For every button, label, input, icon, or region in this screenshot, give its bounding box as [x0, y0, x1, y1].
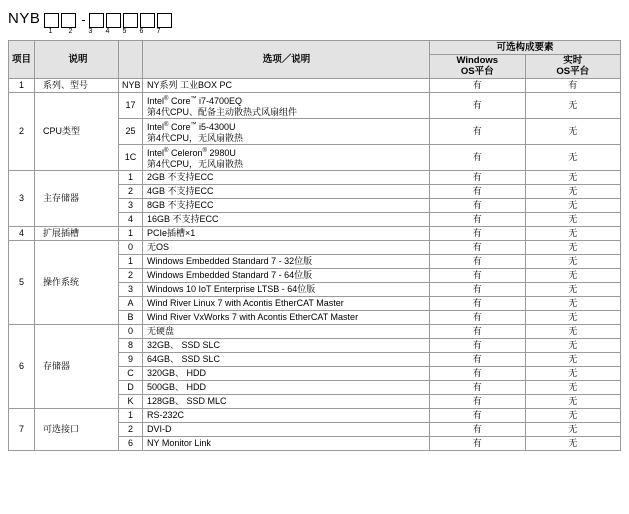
- code-box-6: [140, 13, 155, 28]
- row-number: 3: [9, 171, 35, 227]
- windows-platform-availability: 有: [430, 423, 526, 437]
- table-body: [9, 79, 621, 451]
- windows-platform-availability: 有: [430, 437, 526, 451]
- realtime-platform-availability: 无: [525, 227, 621, 241]
- row-item-label: CPU类型: [35, 93, 119, 171]
- row-number: 5: [9, 241, 35, 325]
- code-box-2: [61, 13, 76, 28]
- option-code: NYB: [119, 79, 143, 93]
- table-row: [9, 227, 621, 241]
- option-description: 32GB、 SSD SLC: [143, 339, 430, 353]
- model-code-numbers: [8, 28, 629, 40]
- option-description: 320GB、 HDD: [143, 367, 430, 381]
- header-option-desc: 选项／说明: [143, 41, 430, 79]
- option-description: 8GB 不支持ECC: [143, 199, 430, 213]
- option-code: K: [119, 395, 143, 409]
- realtime-platform-availability: 无: [525, 297, 621, 311]
- realtime-platform-availability: 无: [525, 145, 621, 171]
- code-box-7: [157, 13, 172, 28]
- option-description-line2: 第4代CPU，无风扇散热: [147, 158, 244, 169]
- code-dash: -: [81, 12, 86, 27]
- realtime-platform-availability: 无: [525, 381, 621, 395]
- realtime-platform-availability: 无: [525, 171, 621, 185]
- option-code: 4: [119, 213, 143, 227]
- realtime-platform-availability: 无: [525, 437, 621, 451]
- windows-platform-availability: 有: [430, 311, 526, 325]
- windows-platform-availability: 有: [430, 381, 526, 395]
- row-number: 7: [9, 409, 35, 451]
- model-code-diagram: [0, 0, 629, 40]
- option-description: PCIe插槽×1: [143, 227, 430, 241]
- code-box-5: [123, 13, 138, 28]
- code-box-4: [106, 13, 121, 28]
- option-description: DVI-D: [143, 423, 430, 437]
- code-box-1: [44, 13, 59, 28]
- header-windows-line1: Windows: [456, 55, 499, 66]
- header-no: 项目: [9, 41, 35, 79]
- realtime-platform-availability: 无: [525, 423, 621, 437]
- header-realtime-platform: [525, 55, 621, 79]
- option-description-line1: Intel® Core™ i5-4300U: [147, 122, 236, 132]
- windows-platform-availability: 有: [430, 241, 526, 255]
- option-description: [143, 145, 430, 171]
- windows-platform-availability: 有: [430, 93, 526, 119]
- option-code: 1: [119, 409, 143, 423]
- option-code: 2: [119, 185, 143, 199]
- option-code: 0: [119, 241, 143, 255]
- windows-platform-availability: 有: [430, 79, 526, 93]
- table-row: [9, 93, 621, 119]
- row-number: 6: [9, 325, 35, 409]
- row-item-label: 扩展插槽: [35, 227, 119, 241]
- realtime-platform-availability: 无: [525, 395, 621, 409]
- realtime-platform-availability: 无: [525, 353, 621, 367]
- table-row: [9, 241, 621, 255]
- option-code: 17: [119, 93, 143, 119]
- option-description: Windows Embedded Standard 7 - 64位版: [143, 269, 430, 283]
- realtime-platform-availability: 无: [525, 199, 621, 213]
- option-description: [143, 119, 430, 145]
- code-box-3: [89, 13, 104, 28]
- option-description-line1: Intel® Core™ i7-4700EQ: [147, 96, 242, 106]
- option-description: 无OS: [143, 241, 430, 255]
- row-number: 4: [9, 227, 35, 241]
- row-item-label: 主存储器: [35, 171, 119, 227]
- model-code-prefix: NYB: [8, 10, 41, 27]
- option-description: Wind River Linux 7 with Acontis EtherCAT Master: [143, 297, 430, 311]
- row-item-label: 可选接口: [35, 409, 119, 451]
- windows-platform-availability: 有: [430, 367, 526, 381]
- option-description: 16GB 不支持ECC: [143, 213, 430, 227]
- header-option-code: [119, 41, 143, 79]
- row-item-label: 系列、型号: [35, 79, 119, 93]
- code-number-3: 3: [88, 28, 93, 35]
- header-realtime-line2: OS平台: [556, 65, 590, 77]
- option-description: Windows Embedded Standard 7 - 32位版: [143, 255, 430, 269]
- realtime-platform-availability: 无: [525, 185, 621, 199]
- realtime-platform-availability: 无: [525, 269, 621, 283]
- header-windows-line2: OS平台: [460, 65, 494, 77]
- option-description: NY Monitor Link: [143, 437, 430, 451]
- code-number-5: 5: [122, 28, 127, 35]
- option-code: 6: [119, 437, 143, 451]
- realtime-platform-availability: 无: [525, 325, 621, 339]
- header-config-group: 可选构成要素: [430, 41, 621, 55]
- option-description: Wind River VxWorks 7 with Acontis EtherCAT Master: [143, 311, 430, 325]
- windows-platform-availability: 有: [430, 283, 526, 297]
- option-description-line1: Intel® Celeron® 2980U: [147, 148, 236, 158]
- option-code: C: [119, 367, 143, 381]
- realtime-platform-availability: 无: [525, 409, 621, 423]
- windows-platform-availability: 有: [430, 185, 526, 199]
- realtime-platform-availability: 有: [525, 79, 621, 93]
- windows-platform-availability: 有: [430, 171, 526, 185]
- realtime-platform-availability: 无: [525, 367, 621, 381]
- option-code: 9: [119, 353, 143, 367]
- option-description: 500GB、 HDD: [143, 381, 430, 395]
- header-item: 说明: [35, 41, 119, 79]
- windows-platform-availability: 有: [430, 395, 526, 409]
- option-description: Windows 10 IoT Enterprise LTSB - 64位版: [143, 283, 430, 297]
- table-row: [9, 409, 621, 423]
- windows-platform-availability: 有: [430, 353, 526, 367]
- windows-platform-availability: 有: [430, 255, 526, 269]
- table-row: [9, 325, 621, 339]
- option-code: 8: [119, 339, 143, 353]
- windows-platform-availability: 有: [430, 199, 526, 213]
- option-code: A: [119, 297, 143, 311]
- option-code: 25: [119, 119, 143, 145]
- code-number-7: 7: [156, 28, 161, 35]
- option-description: RS-232C: [143, 409, 430, 423]
- option-description: 无硬盘: [143, 325, 430, 339]
- realtime-platform-availability: 无: [525, 213, 621, 227]
- option-code: 1: [119, 227, 143, 241]
- option-code: 1: [119, 171, 143, 185]
- option-code: B: [119, 311, 143, 325]
- option-code: 0: [119, 325, 143, 339]
- header-windows-platform: [430, 55, 526, 79]
- option-code: 3: [119, 283, 143, 297]
- windows-platform-availability: 有: [430, 325, 526, 339]
- option-code: 1C: [119, 145, 143, 171]
- option-description: 128GB、 SSD MLC: [143, 395, 430, 409]
- option-description: 4GB 不支持ECC: [143, 185, 430, 199]
- option-code: 3: [119, 199, 143, 213]
- windows-platform-availability: 有: [430, 213, 526, 227]
- option-description: [143, 93, 430, 119]
- code-number-2: 2: [68, 28, 73, 35]
- windows-platform-availability: 有: [430, 269, 526, 283]
- option-code: 2: [119, 423, 143, 437]
- row-item-label: 存储器: [35, 325, 119, 409]
- realtime-platform-availability: 无: [525, 119, 621, 145]
- option-description: 2GB 不支持ECC: [143, 171, 430, 185]
- realtime-platform-availability: 无: [525, 255, 621, 269]
- row-item-label: 操作系统: [35, 241, 119, 325]
- windows-platform-availability: 有: [430, 227, 526, 241]
- table-row: [9, 79, 621, 93]
- realtime-platform-availability: 无: [525, 283, 621, 297]
- windows-platform-availability: 有: [430, 119, 526, 145]
- option-code: 1: [119, 255, 143, 269]
- row-number: 2: [9, 93, 35, 171]
- model-code-boxes: [8, 6, 629, 28]
- table-header-row-1: [9, 41, 621, 55]
- option-description-line2: 第4代CPU、配备主动散热式风扇组件: [147, 106, 298, 117]
- option-code: 2: [119, 269, 143, 283]
- code-number-1: 1: [48, 28, 53, 35]
- table-row: [9, 171, 621, 185]
- windows-platform-availability: 有: [430, 297, 526, 311]
- code-number-4: 4: [105, 28, 110, 35]
- header-realtime-line1: 实时: [563, 55, 583, 66]
- windows-platform-availability: 有: [430, 409, 526, 423]
- configuration-table: [8, 40, 621, 451]
- windows-platform-availability: 有: [430, 145, 526, 171]
- option-description: 64GB、 SSD SLC: [143, 353, 430, 367]
- option-description: NY系列 工业BOX PC: [143, 79, 430, 93]
- realtime-platform-availability: 无: [525, 339, 621, 353]
- realtime-platform-availability: 无: [525, 93, 621, 119]
- realtime-platform-availability: 无: [525, 241, 621, 255]
- row-number: 1: [9, 79, 35, 93]
- option-description-line2: 第4代CPU，无风扇散热: [147, 132, 244, 143]
- code-number-6: 6: [139, 28, 144, 35]
- windows-platform-availability: 有: [430, 339, 526, 353]
- realtime-platform-availability: 无: [525, 311, 621, 325]
- option-code: D: [119, 381, 143, 395]
